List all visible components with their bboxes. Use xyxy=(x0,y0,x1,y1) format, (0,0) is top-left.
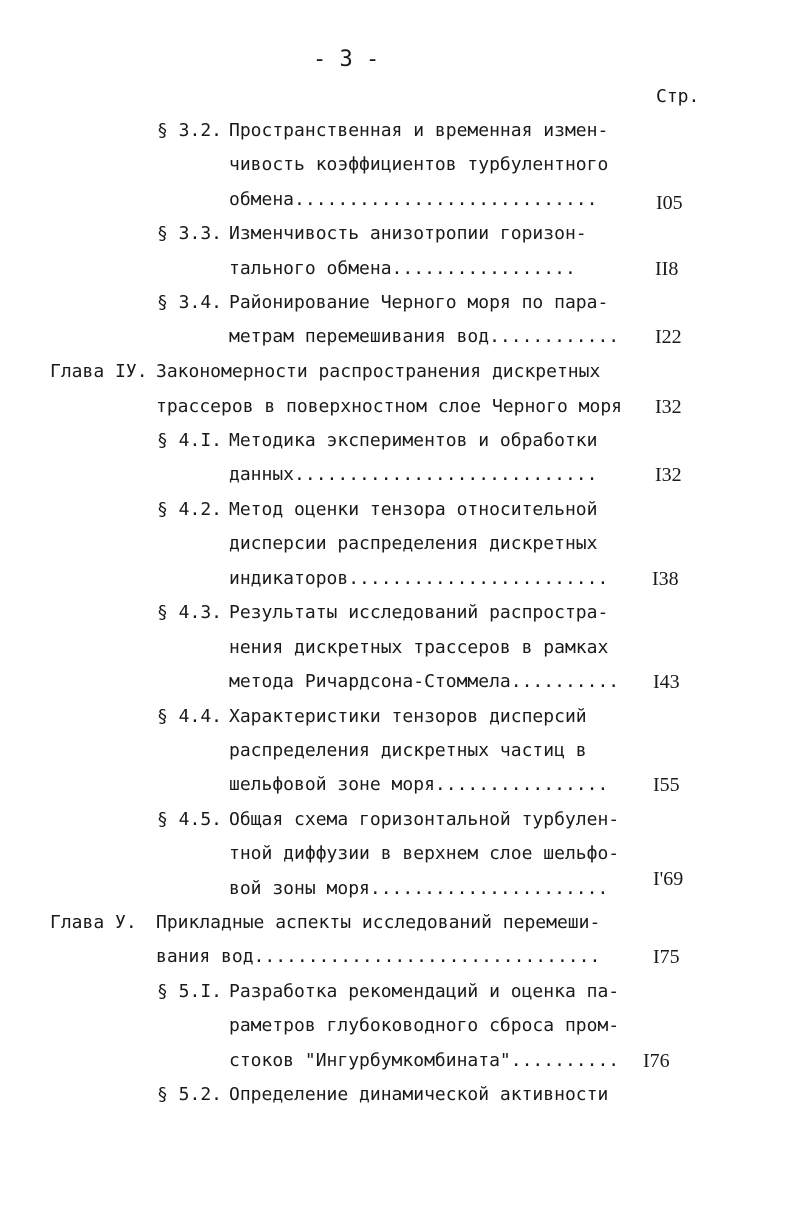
toc-line: Метод оценки тензора относительной xyxy=(229,499,598,520)
section-number: § 5.I. xyxy=(157,981,223,1002)
toc-line: вой зоны моря...................... xyxy=(229,878,609,899)
page-ref: I32 xyxy=(655,396,682,418)
toc-line: Пространственная и временная измен- xyxy=(229,120,609,141)
toc-line: метрам перемешивания вод............ xyxy=(229,326,620,347)
page-ref: I38 xyxy=(652,568,679,590)
toc-line: индикаторов........................ xyxy=(229,568,609,589)
section-number: § 3.2. xyxy=(157,120,223,141)
page-ref: I05 xyxy=(656,192,683,214)
toc-line: Изменчивость анизотропии горизон- xyxy=(229,223,587,244)
section-number: § 4.I. xyxy=(157,430,223,451)
page-ref: I76 xyxy=(643,1050,670,1072)
toc-line: стоков "Ингурбумкомбината".......... xyxy=(229,1050,620,1071)
toc-line: Результаты исследований распростра- xyxy=(229,602,609,623)
toc-line: данных............................ xyxy=(229,464,598,485)
chapter-number: Глава IУ. xyxy=(50,361,148,382)
toc-line: вания вод................................ xyxy=(156,946,601,967)
section-number: § 4.5. xyxy=(157,809,223,830)
page-ref: I75 xyxy=(653,946,680,968)
toc-line: Разработка рекомендаций и оценка па- xyxy=(229,981,620,1002)
page-ref: I55 xyxy=(653,774,680,796)
toc-line: Районирование Черного моря по пара- xyxy=(229,292,609,313)
toc-line: шельфовой зоне моря................ xyxy=(229,774,609,795)
toc-line: распределения дискретных частиц в xyxy=(229,740,587,761)
toc-line: Прикладные аспекты исследований перемеши- xyxy=(156,912,601,933)
toc-line: раметров глубоководного сброса пром- xyxy=(229,1015,620,1036)
toc-line: дисперсии распределения дискретных xyxy=(229,533,598,554)
page-ref: I32 xyxy=(655,464,682,486)
section-number: § 4.2. xyxy=(157,499,223,520)
section-number: § 4.4. xyxy=(157,706,223,727)
toc-line: чивость коэффициентов турбулентного xyxy=(229,154,609,175)
toc-line: тной диффузии в верхнем слое шельфо- xyxy=(229,843,620,864)
toc-line: Характеристики тензоров дисперсий xyxy=(229,706,587,727)
toc-line: Закономерности распространения дискретных xyxy=(156,361,601,382)
page-ref: I'69 xyxy=(653,868,684,890)
toc-line: трассеров в поверхностном слое Черного моря xyxy=(156,396,622,417)
page-number: - 3 - xyxy=(313,47,380,72)
toc-line: обмена............................ xyxy=(229,189,598,210)
toc-line: Методика экспериментов и обработки xyxy=(229,430,598,451)
toc-line: метода Ричардсона-Стоммела.......... xyxy=(229,671,620,692)
section-number: § 5.2. xyxy=(157,1084,223,1105)
toc-line: тального обмена................. xyxy=(229,258,576,279)
page-ref: II8 xyxy=(655,258,679,280)
page-ref: I22 xyxy=(655,326,682,348)
section-number: § 3.4. xyxy=(157,292,223,313)
chapter-number: Глава У. xyxy=(50,912,137,933)
page-column-header: Стр. xyxy=(656,86,700,107)
toc-line: нения дискретных трассеров в рамках xyxy=(229,637,609,658)
section-number: § 4.3. xyxy=(157,602,223,623)
section-number: § 3.3. xyxy=(157,223,223,244)
toc-line: Определение динамической активности xyxy=(229,1084,609,1105)
toc-line: Общая схема горизонтальной турбулен- xyxy=(229,809,620,830)
page-ref: I43 xyxy=(653,671,680,693)
